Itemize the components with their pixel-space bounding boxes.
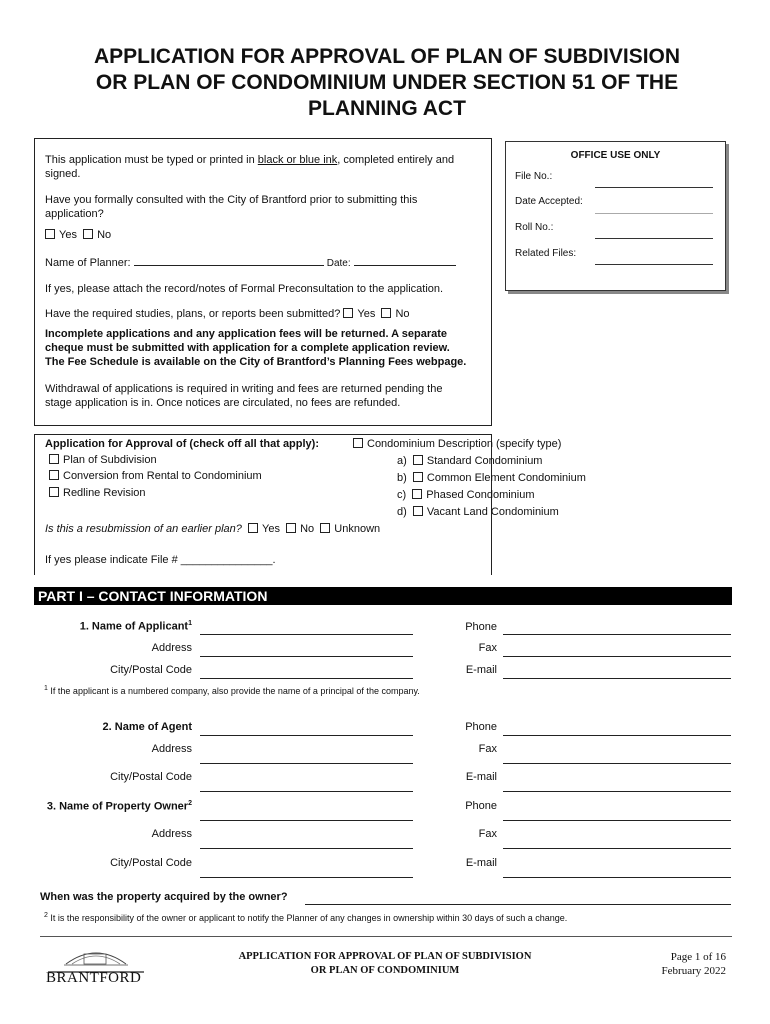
agent-email-label: E-mail — [465, 771, 497, 783]
condo-item: a) Standard Condominium — [397, 455, 543, 467]
agent-city-label: City/Postal Code — [110, 771, 192, 783]
owner-fax-label: Fax — [478, 828, 497, 840]
studies-yes-checkbox[interactable] — [343, 308, 353, 318]
applicant-fax-field[interactable] — [503, 656, 731, 657]
owner-email-label: E-mail — [465, 857, 497, 869]
applicant-city-field[interactable] — [200, 678, 413, 679]
applicant-phone-label: Phone — [465, 621, 497, 633]
applicant-fax-label: Fax — [478, 642, 497, 654]
agent-label: 2. Name of Agent — [102, 721, 192, 733]
related-files-field[interactable] — [595, 264, 713, 265]
phased-condo-checkbox[interactable] — [412, 489, 422, 499]
agent-fax-field[interactable] — [503, 763, 731, 764]
common-element-condo-checkbox[interactable] — [413, 472, 423, 482]
consulted-question: Have you formally consulted with the City of Brantford prior to submitting this application? — [45, 194, 418, 220]
planner-row: Name of Planner: Date: — [45, 255, 456, 271]
owner-city-field[interactable] — [200, 877, 413, 878]
withdrawal-note: Withdrawal of applications is required in writing and fees are returned pending the stage application is in. Once notices are circulated, no fees are refunded. — [45, 383, 443, 409]
planner-date-field[interactable] — [354, 255, 456, 266]
ink-instruction: This application must be typed or printed in black or blue ink, completed entirely and signed. — [45, 154, 455, 180]
owner-city-label: City/Postal Code — [110, 857, 192, 869]
applicant-city-label: City/Postal Code — [110, 664, 192, 676]
roll-no-field[interactable] — [595, 238, 713, 239]
applicant-email-label: E-mail — [465, 664, 497, 676]
applicant-address-field[interactable] — [200, 656, 413, 657]
condo-item: d) Vacant Land Condominium — [397, 506, 559, 518]
consulted-no-checkbox[interactable] — [83, 229, 93, 239]
consulted-options: Yes No — [45, 228, 111, 242]
condo-heading: Condominium Description (specify type) — [353, 437, 561, 451]
resubmission-row: Is this a resubmission of an earlier plan? Yes No Unknown — [45, 523, 381, 535]
attach-note: If yes, please attach the record/notes of Formal Preconsultation to the application. — [45, 283, 444, 295]
agent-name-field[interactable] — [200, 735, 413, 736]
condo-item: b) Common Element Condominium — [397, 472, 586, 484]
office-use-heading: OFFICE USE ONLY — [570, 150, 661, 161]
conversion-checkbox[interactable] — [49, 470, 59, 480]
studies-question: Have the required studies, plans, or reports been submitted? Yes No — [45, 308, 410, 320]
standard-condo-checkbox[interactable] — [413, 455, 423, 465]
owner-phone-label: Phone — [465, 800, 497, 812]
studies-no-checkbox[interactable] — [381, 308, 391, 318]
redline-revision-checkbox[interactable] — [49, 487, 59, 497]
condo-item: c) Phased Condominium — [397, 489, 535, 501]
footnote-2: $^2$ It is the responsibility of the owner or applicant to notify the Planner of any changes in ownership within 30 days of such a change. — [44, 912, 568, 923]
agent-fax-label: Fax — [478, 743, 497, 755]
footer-page-info — [600, 950, 726, 978]
file-no-field[interactable] — [595, 187, 713, 188]
applicant-address-label: Address — [151, 642, 192, 654]
date-accepted-field[interactable] — [595, 213, 713, 214]
fee-warning: Incomplete applications and any application fees will be returned. A separate cheque must be submitted with application for a complete application review. The Fee Schedule is available on the City of Brantford’s Planning Fees webpage. — [45, 328, 467, 368]
owner-address-label: Address — [151, 828, 192, 840]
agent-email-field[interactable] — [503, 791, 731, 792]
resubmission-no-checkbox[interactable] — [286, 523, 296, 533]
agent-address-field[interactable] — [200, 763, 413, 764]
resubmission-unknown-checkbox[interactable] — [320, 523, 330, 533]
owner-email-field[interactable] — [503, 877, 731, 878]
planner-name-field[interactable] — [134, 255, 324, 266]
owner-phone-field[interactable] — [503, 820, 731, 821]
approval-item: Plan of Subdivision — [49, 453, 157, 467]
part1-heading: PART I – CONTACT INFORMATION — [34, 587, 732, 605]
agent-city-field[interactable] — [200, 791, 413, 792]
footnote-1: $^1$ If the applicant is a numbered company, also provide the name of a principal of the company. — [44, 685, 420, 696]
brantford-logo — [44, 944, 148, 988]
page-number: Page 1 of 16 — [670, 951, 726, 963]
office-use-box: OFFICE USE ONLY File No.: Date Accepted: Roll No.: Related Files: — [505, 141, 726, 291]
applicant-label: 1. Name of Applicant$^1$ — [79, 620, 192, 633]
agent-phone-label: Phone — [465, 721, 497, 733]
applicant-email-field[interactable] — [503, 678, 731, 679]
acquired-date-field[interactable] — [305, 904, 731, 905]
logo-wordmark: BRANTFORD — [46, 970, 142, 986]
footer-title: APPLICATION FOR APPROVAL OF PLAN OF SUBDIVISION OR PLAN OF CONDOMINIUM — [238, 951, 532, 976]
owner-address-field[interactable] — [200, 848, 413, 849]
acquired-question: When was the property acquired by the owner? — [40, 891, 288, 903]
agent-address-label: Address — [151, 743, 192, 755]
resubmission-yes-checkbox[interactable] — [248, 523, 258, 533]
revision-date: February 2022 — [661, 965, 726, 977]
approval-item: Conversion from Rental to Condominium — [49, 469, 262, 483]
file-number-prompt[interactable]: If yes please indicate File # _______________. — [45, 554, 276, 566]
approval-item: Redline Revision — [49, 486, 146, 500]
plan-of-subdivision-checkbox[interactable] — [49, 454, 59, 464]
document-title: APPLICATION FOR APPROVAL OF PLAN OF SUBDIVISION OR PLAN OF CONDOMINIUM UNDER SECTION 51 OF THE PLANNING ACT — [93, 45, 681, 120]
applicant-name-field[interactable] — [200, 634, 413, 635]
vacant-land-condo-checkbox[interactable] — [413, 506, 423, 516]
owner-label: 3. Name of Property Owner$^2$ — [46, 800, 192, 813]
footer-divider — [40, 936, 732, 937]
consulted-yes-checkbox[interactable] — [45, 229, 55, 239]
applicant-phone-field[interactable] — [503, 634, 731, 635]
agent-phone-field[interactable] — [503, 735, 731, 736]
owner-fax-field[interactable] — [503, 848, 731, 849]
approval-heading: Application for Approval of (check off all that apply): — [45, 438, 319, 450]
owner-name-field[interactable] — [200, 820, 413, 821]
condo-description-checkbox[interactable] — [353, 438, 363, 448]
